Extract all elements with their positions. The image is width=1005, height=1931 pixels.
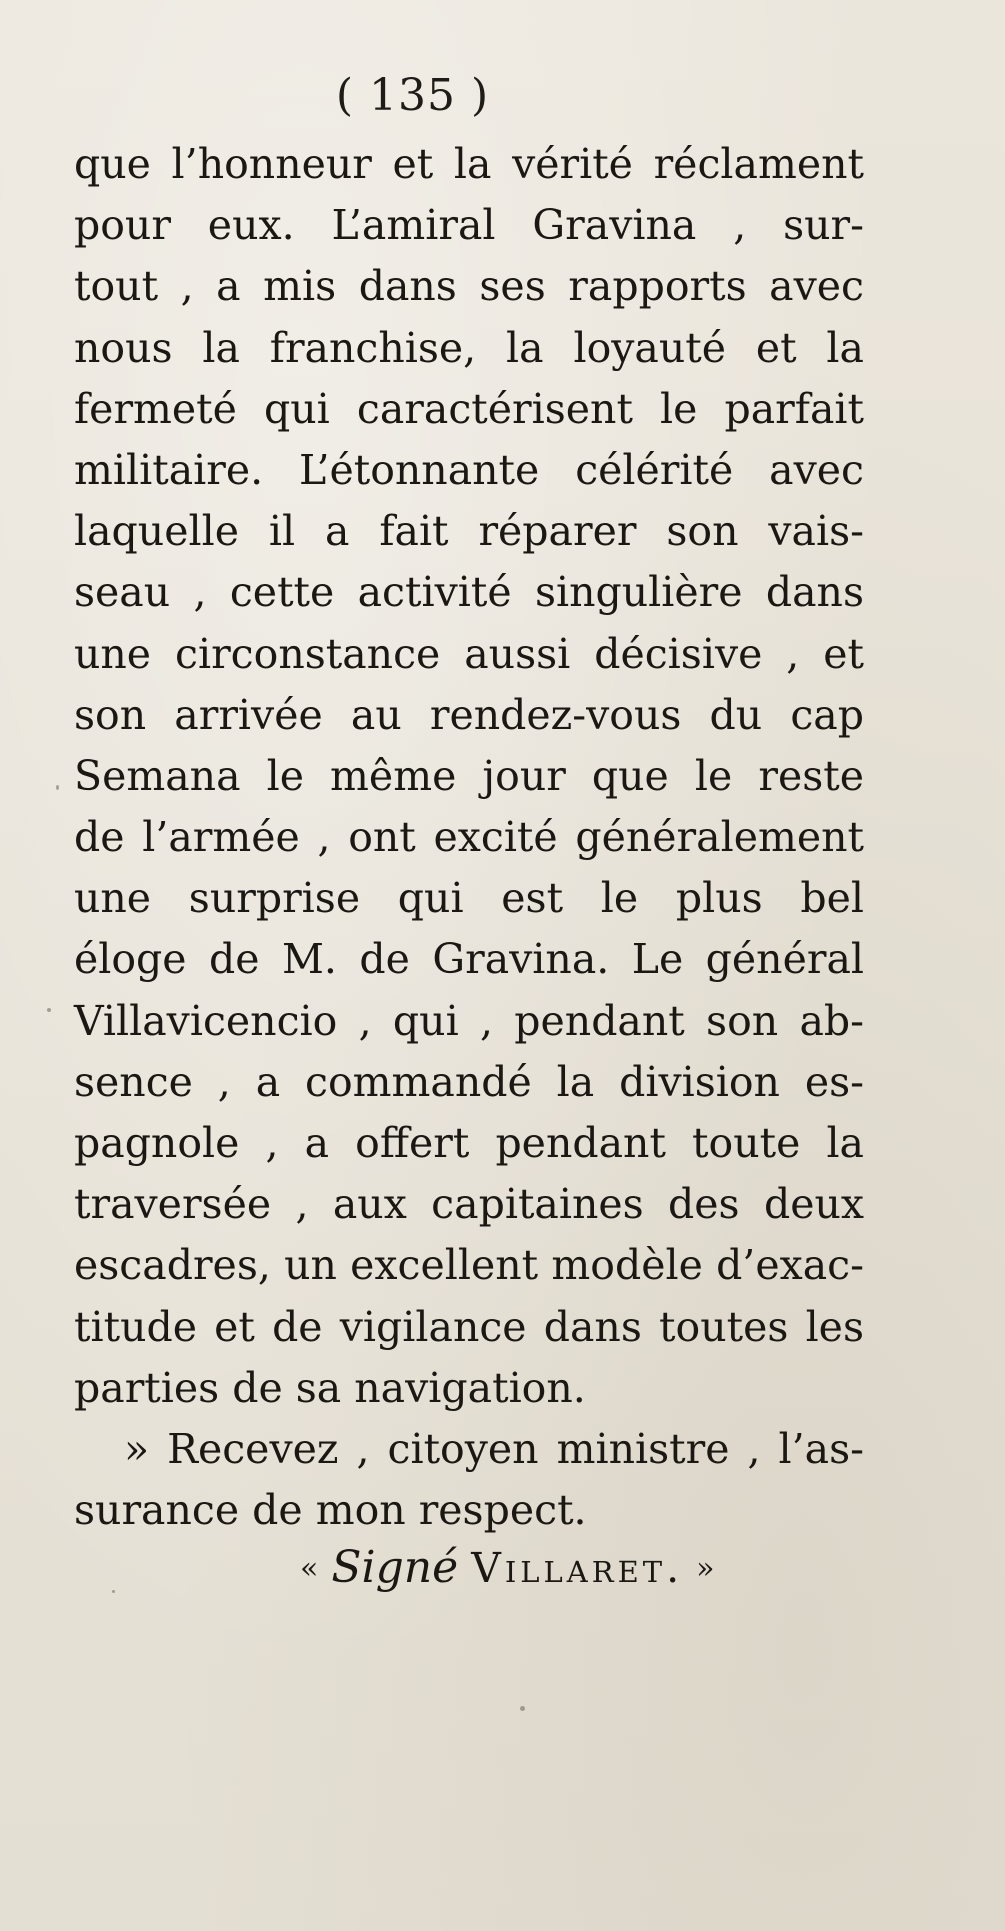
text-line: éloge de M. de Gravina. Le général xyxy=(74,935,864,984)
page-number xyxy=(0,70,1005,121)
text-line: traversée , aux capitaines des deux xyxy=(74,1180,864,1229)
signatory-name: Villaret. xyxy=(471,1544,684,1592)
text-line: pour eux. L’amiral Gravina , sur- xyxy=(74,201,864,250)
page-number-text: ( 135 ) xyxy=(335,70,490,121)
paper-speck xyxy=(112,1590,115,1593)
text-line: que l’honneur et la vérité réclament xyxy=(74,140,864,188)
text-line: » Recevez , citoyen ministre , l’as- xyxy=(124,1424,864,1473)
text-line: surance de mon respect. xyxy=(74,1486,587,1535)
text-line: parties de sa navigation. xyxy=(74,1363,586,1412)
open-quote: « xyxy=(300,1551,319,1586)
text-line: escadres, un excellent modèle d’exac- xyxy=(74,1241,864,1290)
text-line: tout , a mis dans ses rapports avec xyxy=(74,262,864,311)
text-line: laquelle il a fait réparer son vais- xyxy=(74,507,864,556)
text-line: titude et de vigilance dans toutes les xyxy=(74,1302,864,1351)
signature-line xyxy=(300,1542,715,1593)
body-text xyxy=(74,134,864,1541)
text-line: son arrivée au rendez-vous du cap xyxy=(74,690,864,739)
text-line: Semana le même jour que le reste xyxy=(74,751,864,800)
text-line: militaire. L’étonnante célérité avec xyxy=(74,445,864,494)
text-line: de l’armée , ont excité généralement xyxy=(74,813,864,862)
text-line: sence , a commandé la division es- xyxy=(74,1057,864,1106)
text-line: une surprise qui est le plus bel xyxy=(74,874,864,923)
paper-speck xyxy=(520,1706,525,1711)
text-line: seau , cette activité singulière dans xyxy=(74,568,864,617)
paper-speck xyxy=(47,1008,51,1012)
text-line: pagnole , a offert pendant toute la xyxy=(74,1119,864,1167)
close-quote: » xyxy=(696,1551,715,1586)
text-line: nous la franchise, la loyauté et la xyxy=(74,323,864,372)
text-line: Villavicencio , qui , pendant son ab- xyxy=(74,996,864,1045)
paper-speck xyxy=(56,785,59,790)
signed-label: Signé xyxy=(331,1542,459,1593)
text-line: une circonstance aussi décisive , et xyxy=(74,629,864,678)
text-line: fermeté qui caractérisent le parfait xyxy=(74,384,864,433)
